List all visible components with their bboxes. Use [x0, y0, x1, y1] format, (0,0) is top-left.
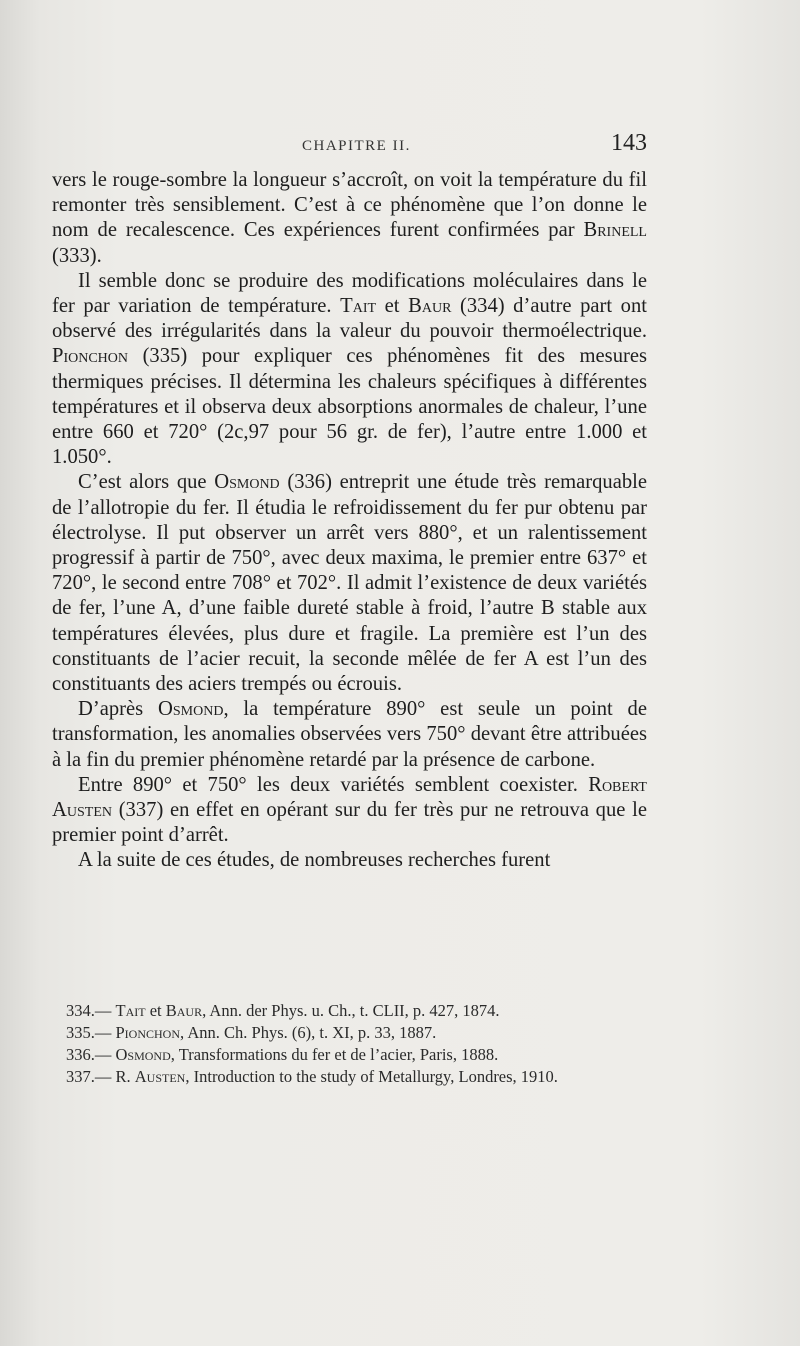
text-run: (335) pour expliquer ces phénomènes fit des mesures thermiques précises. Il détermina les chaleurs spécifiques à différentes températures et il observa deux absorptions anormales de chaleur, l’une entre 660 et 720° (2c,97 pour 56 gr. de fer), l’autre entre 1.000 et 1.050°.: [52, 345, 647, 469]
author-name: Pionchon: [52, 345, 129, 368]
author-name: Baur: [165, 1001, 203, 1020]
footnote: [52, 1044, 647, 1066]
text-run: , la température 890° est seule un point de transformation, les anomalies observées vers 750° devant être attribuées à la fin du premier phénomène retardé par la présence de carbone.: [52, 698, 647, 771]
text-run: D’après: [78, 698, 158, 721]
footnote: [52, 1022, 647, 1044]
text-run: 335.—: [66, 1023, 116, 1042]
paragraph: [52, 168, 647, 269]
author-name: Brinell: [583, 219, 647, 242]
paragraph: [52, 269, 647, 471]
footnotes: [52, 1000, 647, 1088]
author-name: Pionchon: [115, 1023, 181, 1042]
text-run: Il semble donc se produire des modifications moléculaires dans le fer par variation de température.: [52, 269, 647, 318]
text-run: (336) entreprit une étude très remarquable de l’allotropie du fer. Il étudia le refroidissement du fer pur obtenu par électrolyse. Il put observer un arrêt vers 880°, et un ralentissement progressif à partir de 750°, avec deux maxima, le premier entre 637° et 720°, le second entre 708° et 702°. Il admit l’existence de deux variétés de fer, l’une A, d’une faible dureté stable à froid, l’autre B stable aux températures élevées, plus dure et fragile. La première est l’un des constituants de l’acier recuit, la seconde mêlée de fer A est l’un des constituants des aciers trempés ou écrouis.: [52, 471, 647, 696]
page-header: [52, 130, 647, 160]
text-run: C’est alors que: [78, 471, 215, 494]
author-name: Baur: [408, 295, 452, 318]
author-name: Osmond: [214, 471, 280, 494]
footnote: [52, 1066, 647, 1088]
paragraph: [52, 470, 647, 697]
text-run: et: [145, 1001, 166, 1020]
text-run: , Ann. Ch. Phys. (6), t. XI, p. 33, 1887.: [180, 1023, 437, 1042]
page-number: 143: [611, 130, 647, 156]
text-run: vers le rouge-sombre la longueur s’accroît, on voit la température du fil remonter très sensiblement. C’est à ce phénomène que l’on donne le nom de recalescence. Ces expériences furent confirmées par: [52, 169, 647, 242]
text-run: , Ann. der Phys. u. Ch., t. CLII, p. 427, 1874.: [202, 1001, 500, 1020]
paragraph: [52, 697, 647, 773]
paragraph: [52, 773, 647, 849]
running-head: CHAPITRE II.: [302, 138, 411, 154]
text-run: 334.—: [66, 1001, 116, 1020]
text-run: A la suite de ces études, de nombreuses recherches furent: [78, 849, 551, 872]
author-name: Osmond: [115, 1045, 171, 1064]
author-name: Tait: [115, 1001, 146, 1020]
footnote: [52, 1000, 647, 1022]
author-name: Robert Austen: [52, 773, 647, 822]
body-text: [52, 168, 647, 874]
text-run: , Transformations du fer et de l’acier, Paris, 1888.: [170, 1045, 499, 1064]
author-name: Osmond: [158, 698, 224, 721]
text-run: (333).: [52, 244, 102, 267]
text-run: , Introduction to the study of Metallurgy, Londres, 1910.: [185, 1067, 558, 1086]
paragraph: [52, 848, 647, 873]
author-name: Austen: [134, 1067, 186, 1086]
text-run: (337) en effet en opérant sur du fer très pur ne retrouva que le premier point d’arrêt.: [52, 799, 647, 847]
text-run: Entre 890° et 750° les deux variétés semblent coexister.: [78, 773, 589, 796]
text-run: et: [376, 295, 409, 318]
author-name: Tait: [340, 295, 377, 318]
text-run: 336.—: [66, 1045, 116, 1064]
text-run: (334) d’autre part ont observé des irrégularités dans la valeur du pouvoir thermoélectrique.: [52, 295, 647, 343]
text-run: 337.— R.: [66, 1067, 135, 1086]
